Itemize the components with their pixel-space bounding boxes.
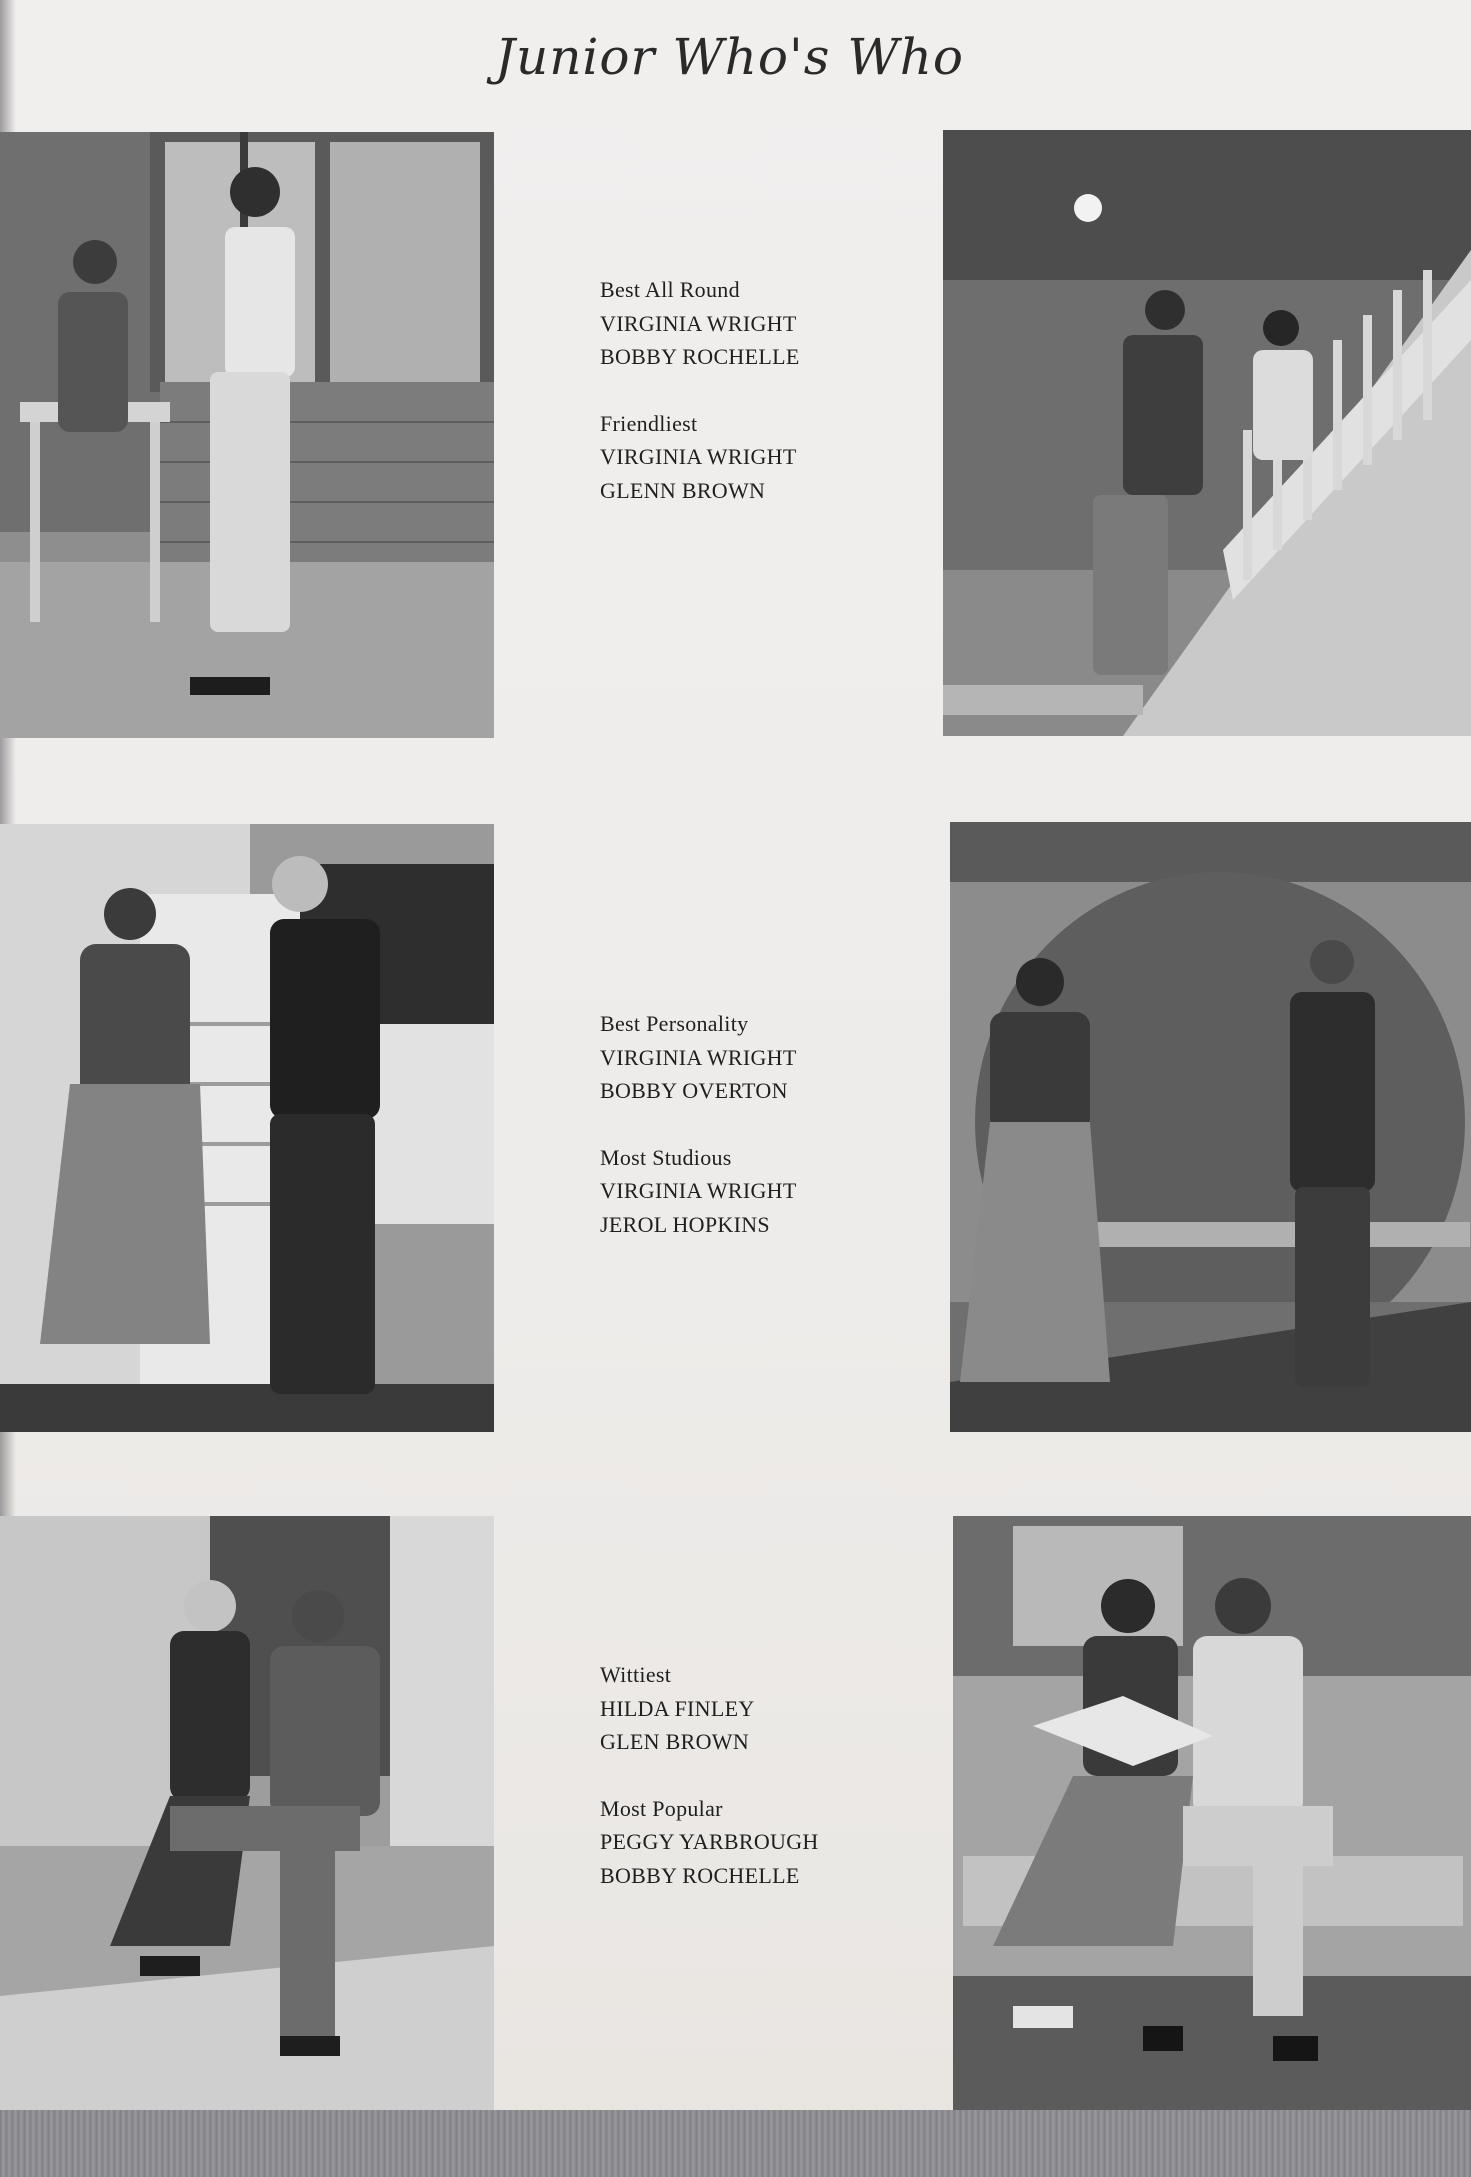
award-title: Best Personality (600, 1011, 749, 1036)
photo-most-popular (953, 1516, 1471, 2110)
award-name: BOBBY ROCHELLE (600, 1862, 800, 1888)
award-title: Most Studious (600, 1144, 732, 1170)
photo-wittiest (0, 1516, 494, 2110)
award-name: HILDA FINLEY (600, 1695, 755, 1721)
photo-best-all-round (0, 132, 494, 738)
award-name: PEGGY YARBROUGH (600, 1829, 819, 1854)
caption-block-2 (600, 1007, 797, 1241)
award-name: GLENN BROWN (600, 477, 766, 503)
award-name: JEROL HOPKINS (600, 1211, 770, 1237)
award-name: BOBBY OVERTON (600, 1078, 788, 1103)
award-title: Most Popular (600, 1795, 723, 1821)
photo-friendliest (943, 130, 1471, 736)
page-bottom-edge (0, 2110, 1471, 2177)
award-title: Friendliest (600, 410, 698, 436)
award-most-popular (600, 1792, 819, 1893)
award-name: VIRGINIA WRIGHT (600, 444, 797, 469)
award-title: Best All Round (600, 277, 740, 302)
photo-most-studious (950, 822, 1471, 1432)
award-wittiest (600, 1658, 819, 1759)
caption-block-3 (600, 1658, 819, 1892)
award-most-studious (600, 1141, 797, 1242)
award-best-personality (600, 1007, 797, 1108)
award-name: GLEN BROWN (600, 1729, 750, 1754)
page-title: Junior Who's Who (494, 28, 965, 86)
photo-best-personality (0, 824, 494, 1432)
award-name: BOBBY ROCHELLE (600, 344, 800, 369)
award-best-all-round (600, 273, 800, 374)
caption-block-1 (600, 273, 800, 507)
award-name: VIRGINIA WRIGHT (600, 1178, 797, 1203)
award-friendliest (600, 407, 800, 508)
award-name: VIRGINIA WRIGHT (600, 310, 797, 336)
award-name: VIRGINIA WRIGHT (600, 1044, 797, 1070)
award-title: Wittiest (600, 1662, 672, 1687)
